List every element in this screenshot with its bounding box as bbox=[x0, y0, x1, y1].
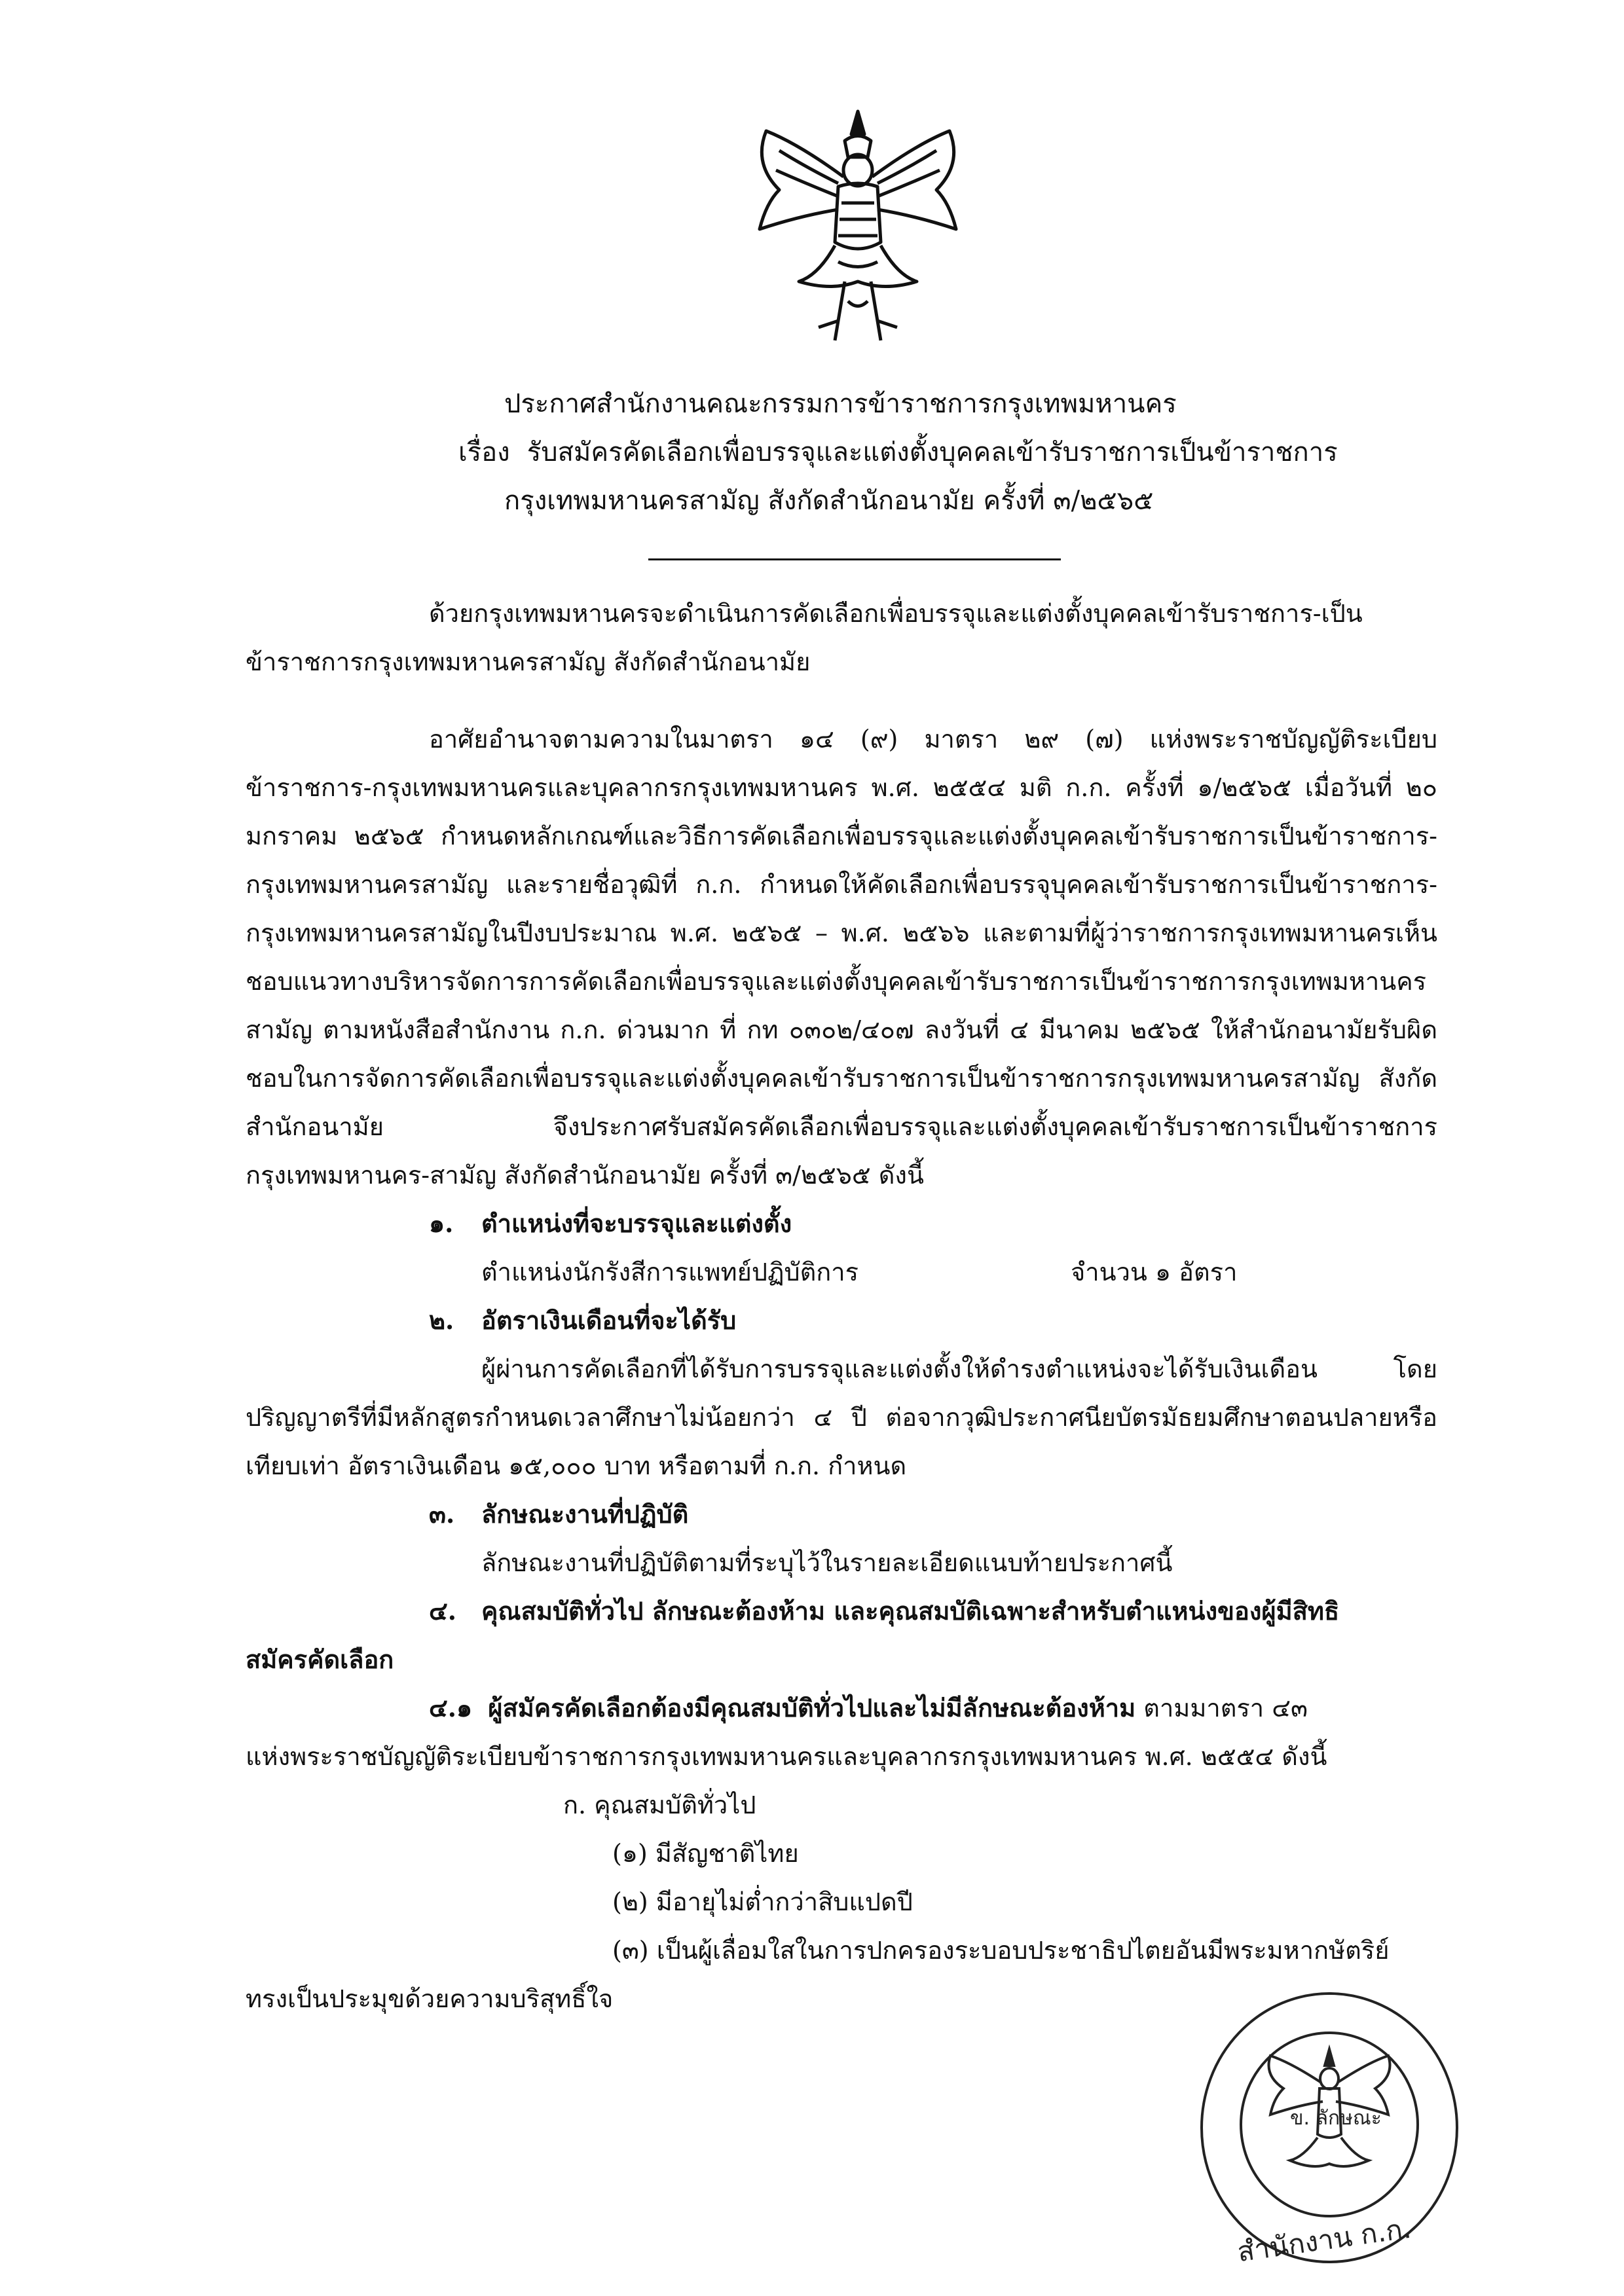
section-4-1-rest: ตามมาตรา ๔๓ bbox=[1143, 1694, 1308, 1722]
subject-line bbox=[458, 428, 1441, 477]
section-3-heading bbox=[246, 1490, 1437, 1539]
qualification-item-1: (๑) มีสัญชาติไทย bbox=[612, 1839, 799, 1868]
header-divider bbox=[648, 558, 1061, 560]
section-4-number: ๔. bbox=[429, 1596, 456, 1626]
section-4-1-label: ๔.๑ bbox=[429, 1693, 473, 1722]
section-4-heading bbox=[246, 1587, 1437, 1635]
qualification-item-3: (๓) เป็นผู้เลื่อมใสในการปกครองระบอบประชาธิปไตยอันมีพระมหากษัตริย์ bbox=[612, 1936, 1390, 1965]
section-4-1-line bbox=[246, 1684, 1437, 1732]
official-seal-icon bbox=[1192, 1984, 1467, 2272]
qualification-item-2: (๒) มีอายุไม่ต่ำกว่าสิบแปดปี bbox=[612, 1887, 913, 1916]
section-1-number: ๑. bbox=[429, 1209, 454, 1238]
section-2-heading bbox=[246, 1296, 1437, 1345]
intro-paragraph: ด้วยกรุงเทพมหานครจะดำเนินการคัดเลือกเพื่อบรรจุและแต่งตั้งบุคคลเข้ารับราชการ-เป็นข้าราชการกรุงเทพมหานครสามัญ สังกัดสำนักอนามัย bbox=[246, 599, 1363, 676]
section-2-title: อัตราเงินเดือนที่จะได้รับ bbox=[481, 1305, 737, 1335]
job-description-text: ลักษณะงานที่ปฏิบัติตามที่ระบุไว้ในรายละเอียดแนบท้ายประกาศนี้ bbox=[481, 1548, 1173, 1577]
position-quota: จำนวน ๑ อัตรา bbox=[1071, 1258, 1238, 1286]
announcement-body bbox=[246, 589, 1437, 2023]
garuda-emblem-icon bbox=[740, 105, 976, 354]
subject-text: รับสมัครคัดเลือกเพื่อบรรจุและแต่งตั้งบุคคลเข้ารับราชการเป็นข้าราชการ bbox=[526, 437, 1338, 467]
announcement-title: ประกาศสำนักงานคณะกรรมการข้าราชการกรุงเทพมหานคร bbox=[504, 389, 1177, 419]
section-3-title: ลักษณะงานที่ปฏิบัติ bbox=[481, 1499, 689, 1529]
section-2-number: ๒. bbox=[429, 1305, 454, 1335]
position-name: ตำแหน่งนักรังสีการแพทย์ปฏิบัติการ bbox=[481, 1258, 859, 1286]
section-4-1-line-2: แห่งพระราชบัญญัติระเบียบข้าราชการกรุงเทพมหานครและบุคลากรกรุงเทพมหานคร พ.ศ. ๒๕๕๔ ดังนี้ bbox=[246, 1742, 1327, 1771]
general-qualifications-label: ก. คุณสมบัติทั่วไป bbox=[563, 1791, 756, 1819]
section-4-title: คุณสมบัติทั่วไป ลักษณะต้องห้าม และคุณสมบัติเฉพาะสำหรับตำแหน่งของผู้มีสิทธิ bbox=[481, 1596, 1340, 1626]
qualification-item-3-cont: ทรงเป็นประมุขด้วยความบริสุทธิ์ใจ bbox=[246, 1984, 614, 2013]
section-4-1-bold: ผู้สมัครคัดเลือกต้องมีคุณสมบัติทั่วไปและไม่มีลักษณะต้องห้าม bbox=[488, 1693, 1136, 1722]
announcement-header bbox=[458, 380, 1441, 525]
salary-paragraph: ผู้ผ่านการคัดเลือกที่ได้รับการบรรจุและแต่งตั้งให้ดำรงตำแหน่งจะได้รับเงินเดือน โดยปริญญาตรีที่มีหลักสูตรกำหนดเวลาศึกษาไม่น้อยกว่า ๔ ปี ต่อจากวุฒิประกาศนียบัตรมัธยมศึกษาตอนปลายหรือเทียบเท่า อัตราเงินเดือน ๑๕,๐๐๐ บาท หรือตามที่ ก.ก. กำหนด bbox=[246, 1355, 1437, 1480]
section-1-title: ตำแหน่งที่จะบรรจุและแต่งตั้ง bbox=[481, 1209, 792, 1238]
section-1-heading bbox=[246, 1199, 1437, 1248]
subject-label: เรื่อง bbox=[458, 437, 510, 467]
authority-paragraph: อาศัยอำนาจตามความในมาตรา ๑๔ (๙) มาตรา ๒๙ (๗) แห่งพระราชบัญญัติระเบียบข้าราชการ-กรุงเทพมหานครและบุคลากรกรุงเทพมหานคร พ.ศ. ๒๕๕๔ มติ ก.ก. ครั้งที่ ๑/๒๕๖๕ เมื่อวันที่ ๒๐ มกราคม ๒๕๖๕ กำหนดหลักเกณฑ์และวิธีการคัดเลือกเพื่อบรรจุและแต่งตั้งบุคคลเข้ารับราชการเป็นข้าราชการ-กรุงเทพมหานครสามัญ และรายชื่อวุฒิที่ ก.ก. กำหนดให้คัดเลือกเพื่อบรรจุบุคคลเข้ารับราชการเป็นข้าราชการ-กรุงเทพมหานครสามัญในปีงบประมาณ พ.ศ. ๒๕๖๕ – พ.ศ. ๒๕๖๖ และตามที่ผู้ว่าราชการกรุงเทพมหานครเห็นชอบแนวทางบริหารจัดการการคัดเลือกเพื่อบรรจุและแต่งตั้งบุคคลเข้ารับราชการเป็นข้าราชการกรุงเทพมหานครสามัญ ตามหนังสือสำนักงาน ก.ก. ด่วนมาก ที่ กท ๐๓๐๒/๔๐๗ ลงวันที่ ๔ มีนาคม ๒๕๖๕ ให้สำนักอนามัยรับผิดชอบในการจัดการคัดเลือกเพื่อบรรจุและแต่งตั้งบุคคลเข้ารับราชการเป็นข้าราชการกรุงเทพมหานครสามัญ สังกัดสำนักอนามัย จึงประกาศรับสมัครคัดเลือกเพื่อบรรจุและแต่งตั้งบุคคลเข้ารับราชการเป็นข้าราชการกรุงเทพมหานคร-สามัญ สังกัดสำนักอนามัย ครั้งที่ ๓/๒๕๖๕ ดังนี้ bbox=[246, 725, 1437, 1190]
subject-line-2: กรุงเทพมหานครสามัญ สังกัดสำนักอนามัย ครั้งที่ ๓/๒๕๖๕ bbox=[504, 486, 1154, 516]
section-4-title-cont: สมัครคัดเลือก bbox=[246, 1645, 394, 1674]
seal-inner-text: ข. ลักษณะ bbox=[1290, 2107, 1382, 2130]
seal-ring-text: สำนักงาน ก.ก. bbox=[1235, 2212, 1413, 2269]
section-3-number: ๓. bbox=[429, 1499, 455, 1529]
position-row bbox=[246, 1248, 1437, 1296]
